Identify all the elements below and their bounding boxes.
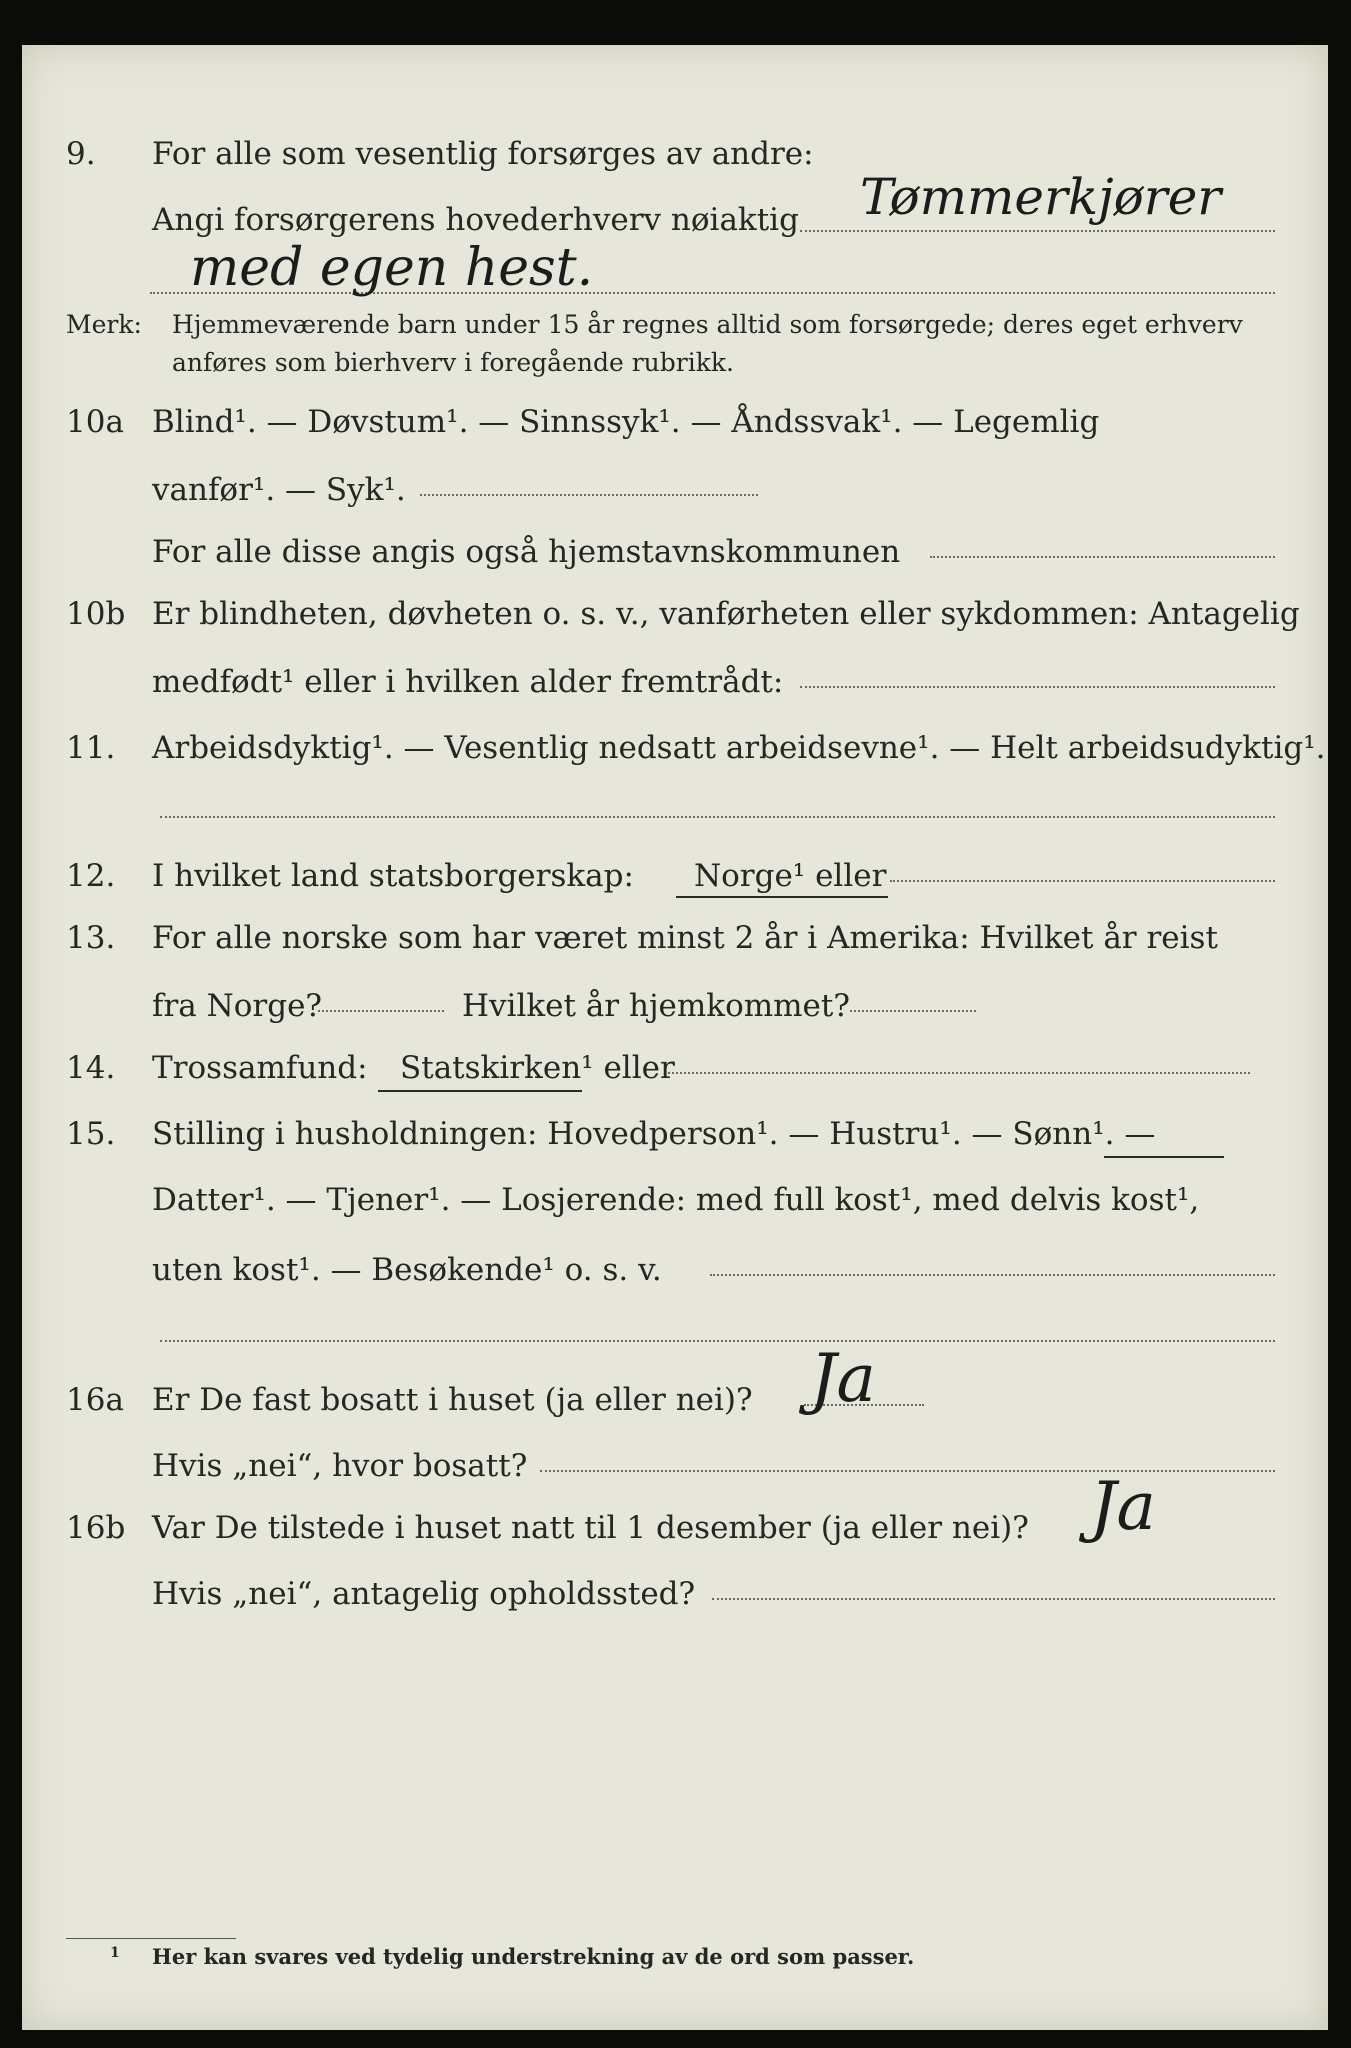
q14-text-1: Trossamfund:: [152, 1050, 368, 1086]
q16b-handwritten-answer: Ja: [1090, 1468, 1156, 1545]
q15-text-2: Datter¹. — Tjener¹. — Losjerende: med full kost¹, med delvis kost¹,: [152, 1182, 1200, 1218]
q16a-number: 16a: [66, 1382, 124, 1418]
q13-text-2a: fra Norge?: [152, 988, 323, 1024]
q16b-number: 16b: [66, 1510, 126, 1546]
q16b-answer-line: [712, 1598, 1275, 1600]
q10a-answer-line-1: [420, 494, 758, 496]
q12-handwritten-underline: [676, 896, 888, 898]
q14-number: 14.: [66, 1050, 116, 1086]
q16b-text-2: Hvis „nei“, antagelig opholdssted?: [152, 1576, 696, 1612]
q15-answer-line-1: [710, 1274, 1275, 1276]
q16a-answer-line-2: [540, 1470, 1275, 1472]
q10a-text-3: For alle disse angis også hjemstavnskommunen: [152, 534, 901, 570]
q11-number: 11.: [66, 730, 116, 766]
q9-handwritten-answer-a: Tømmerkjører: [860, 168, 1222, 226]
q12-number: 12.: [66, 858, 116, 894]
q16a-text-2: Hvis „nei“, hvor bosatt?: [152, 1448, 528, 1484]
q9-answer-line-1: [800, 230, 1275, 232]
footnote-text: Her kan svares ved tydelig understrekning av de ord som passer.: [152, 1944, 915, 1969]
q16a-handwritten-answer: Ja: [810, 1340, 876, 1417]
footnote-mark: 1: [110, 1945, 120, 1961]
q15-text-3: uten kost¹. — Besøkende¹ o. s. v.: [152, 1252, 662, 1288]
q14-text-2: Statskirken¹ eller: [400, 1050, 675, 1086]
q14-answer-line: [668, 1072, 1250, 1074]
q9-text-2: Angi forsørgerens hovederhverv nøiaktig: [152, 202, 799, 238]
q12-text-2: Norge¹ eller: [694, 858, 887, 894]
q13-text-2b: Hvilket år hjemkommet?: [462, 988, 850, 1024]
merk-label: Merk:: [66, 310, 142, 339]
q14-handwritten-underline: [378, 1090, 582, 1092]
q10a-text-1: Blind¹. — Døvstum¹. — Sinnssyk¹. — Åndssvak¹. — Legemlig: [152, 404, 1100, 440]
q11-text-1: Arbeidsdyktig¹. — Vesentlig nedsatt arbeidsevne¹. — Helt arbeidsudyktig¹.: [152, 730, 1326, 766]
q9-handwritten-answer-b: med egen hest.: [190, 238, 594, 298]
merk-text-1: Hjemmeværende barn under 15 år regnes alltid som forsørgede; deres eget erhverv: [172, 310, 1243, 339]
q15-answer-line-2: [160, 1340, 1275, 1342]
q11-answer-line: [160, 816, 1275, 818]
q9-text-1: For alle som vesentlig forsørges av andre:: [152, 136, 814, 172]
q10a-answer-line-2: [930, 556, 1275, 558]
q12-answer-line: [890, 880, 1275, 882]
q10a-text-2: vanfør¹. — Syk¹.: [152, 472, 406, 508]
q10b-answer-line: [800, 686, 1275, 688]
q13-number: 13.: [66, 920, 116, 956]
q13-answer-line-1: [318, 1010, 444, 1012]
q10a-number: 10a: [66, 404, 124, 440]
paper-sheet: [22, 45, 1328, 2030]
q12-text-1: I hvilket land statsborgerskap:: [152, 858, 634, 894]
q16b-text-1: Var De tilstede i huset natt til 1 desember (ja eller nei)?: [152, 1510, 1029, 1546]
q16a-text-1: Er De fast bosatt i huset (ja eller nei)?: [152, 1382, 753, 1418]
q9-number: 9.: [66, 136, 96, 172]
footnote-rule: [66, 1938, 236, 1939]
q15-text-1: Stilling i husholdningen: Hovedperson¹. — Hustru¹. — Sønn¹. —: [152, 1116, 1156, 1152]
q13-text-1: For alle norske som har været minst 2 år i Amerika: Hvilket år reist: [152, 920, 1218, 956]
q10b-number: 10b: [66, 596, 126, 632]
q13-answer-line-2: [850, 1010, 976, 1012]
q15-handwritten-underline: [1104, 1156, 1224, 1158]
q15-number: 15.: [66, 1116, 116, 1152]
q10b-text-2: medfødt¹ eller i hvilken alder fremtrådt:: [152, 664, 784, 700]
q10b-text-1: Er blindheten, døvheten o. s. v., vanførheten eller sykdommen: Antagelig: [152, 596, 1300, 632]
merk-text-2: anføres som bierhverv i foregående rubrikk.: [172, 348, 734, 377]
